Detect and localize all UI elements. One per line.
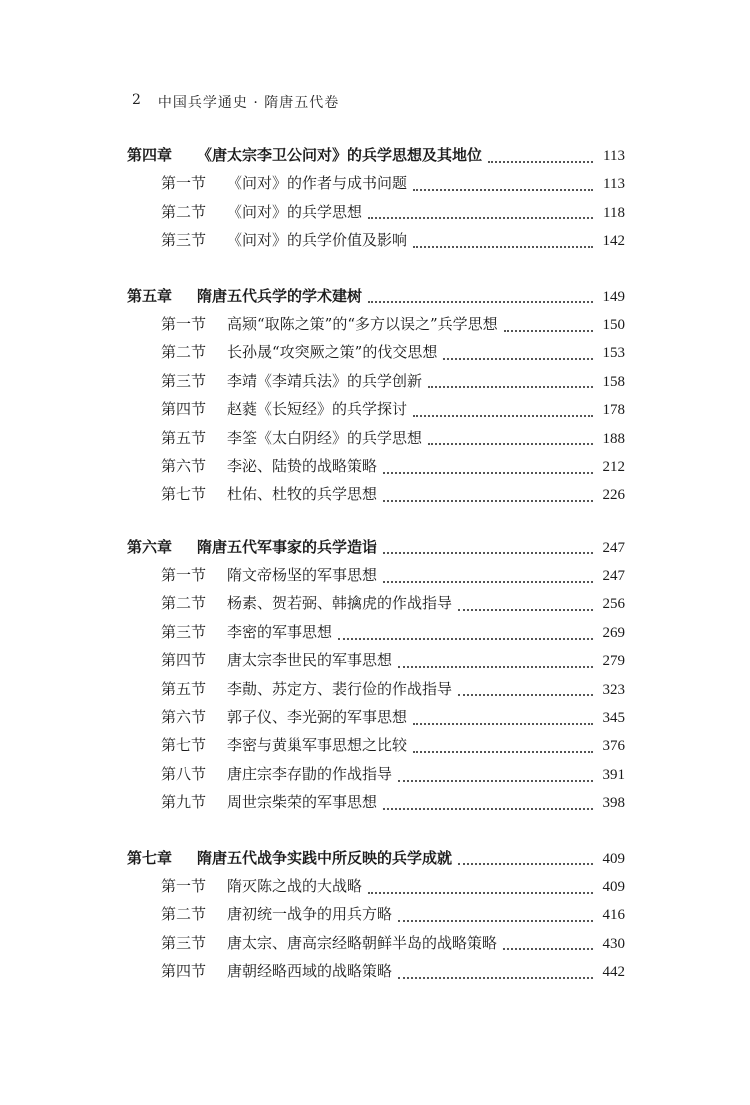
section-row[interactable] (127, 229, 625, 257)
running-head (132, 92, 339, 112)
section-row-number: 第四节 (161, 962, 207, 981)
section-row-title: 李靖《李靖兵法》的兵学创新 (227, 371, 423, 390)
section-row-number: 第五节 (161, 428, 207, 447)
section-row-title: 李泌、陆贽的战略策略 (227, 456, 378, 475)
section-row-page: 279 (602, 653, 625, 670)
section-row-page: 178 (602, 402, 625, 419)
chapter-row-page: 149 (602, 288, 625, 305)
dot-leader (504, 329, 593, 332)
section-row-number: 第六节 (161, 708, 207, 727)
section-row[interactable] (127, 201, 625, 229)
section-row[interactable] (127, 791, 625, 819)
dot-leader (428, 442, 593, 445)
dot-leader (368, 216, 593, 219)
section-row-page: 142 (602, 233, 625, 250)
dot-leader (413, 188, 593, 191)
section-row-page: 391 (602, 766, 625, 783)
section-row-title: 隋灭陈之战的大战略 (227, 876, 363, 895)
section-row-page: 226 (602, 487, 625, 504)
chapter-row-number: 第四章 (127, 146, 173, 164)
section-row-number: 第四节 (161, 400, 207, 419)
section-row-number: 第三节 (161, 371, 207, 390)
section-row[interactable] (127, 621, 625, 649)
chapter-row-page: 113 (603, 148, 625, 164)
section-row-title: 长孙晟“攻突厥之策”的伐交思想 (227, 343, 438, 362)
dot-leader (383, 807, 593, 810)
header-page-number: 2 (132, 92, 142, 108)
table-of-contents (127, 144, 625, 1016)
section-row-page: 153 (602, 345, 625, 362)
section-row[interactable] (127, 341, 625, 369)
section-row[interactable] (127, 903, 625, 931)
section-row-page: 442 (602, 964, 625, 981)
section-row-page: 345 (602, 710, 625, 727)
section-row-number: 第四节 (161, 651, 207, 670)
dot-leader (458, 693, 593, 696)
section-row[interactable] (127, 427, 625, 455)
section-row-title: 李筌《太白阴经》的兵学思想 (227, 428, 423, 447)
section-row-page: 256 (602, 596, 625, 613)
section-row-page: 416 (602, 907, 625, 924)
section-row[interactable] (127, 398, 625, 426)
dot-leader (488, 160, 593, 163)
section-row-title: 隋文帝杨坚的军事思想 (227, 566, 378, 585)
section-row[interactable] (127, 564, 625, 592)
section-row-title: 杜佑、杜牧的兵学思想 (227, 485, 378, 504)
dot-leader (413, 750, 593, 753)
dot-leader (413, 245, 593, 248)
section-row[interactable] (127, 455, 625, 483)
section-row-number: 第八节 (161, 764, 207, 783)
chapter-row-page: 409 (602, 850, 625, 867)
section-row-title: 唐朝经略西域的战略策略 (227, 962, 393, 981)
section-row-number: 第三节 (161, 622, 207, 641)
section-row-title: 唐太宗、唐高宗经略朝鲜半岛的战略策略 (227, 933, 498, 952)
section-row-number: 第七节 (161, 736, 207, 755)
section-row-page: 212 (602, 458, 625, 475)
section-row[interactable] (127, 313, 625, 341)
chapter-row-page: 247 (602, 539, 625, 556)
chapter-row[interactable] (127, 847, 625, 875)
section-row-number: 第二节 (161, 594, 207, 613)
section-row-title: 《问对》的兵学价值及影响 (227, 231, 408, 250)
section-row[interactable] (127, 172, 625, 200)
dot-leader (368, 891, 593, 894)
section-row-page: 409 (602, 878, 625, 895)
chapter-block (127, 536, 625, 820)
dot-leader (383, 499, 593, 502)
section-row-page: 430 (602, 935, 625, 952)
section-row-page: 118 (603, 204, 625, 221)
section-row-number: 第二节 (161, 905, 207, 924)
dot-leader (503, 947, 593, 950)
section-row[interactable] (127, 734, 625, 762)
section-row[interactable] (127, 649, 625, 677)
section-row-number: 第六节 (161, 456, 207, 475)
section-row-title: 《问对》的作者与成书问题 (227, 174, 408, 193)
chapter-row-title: 隋唐五代兵学的学术建树 (197, 286, 363, 305)
dot-leader (458, 608, 593, 611)
chapter-row-number: 第五章 (127, 286, 173, 305)
dot-leader (413, 414, 593, 417)
chapter-row-number: 第七章 (127, 848, 173, 867)
chapter-row-number: 第六章 (127, 537, 173, 556)
dot-leader (383, 551, 593, 554)
section-row-title: 唐太宗李世民的军事思想 (227, 651, 393, 670)
section-row-number: 第一节 (161, 314, 207, 333)
chapter-row[interactable] (127, 285, 625, 313)
dot-leader (413, 722, 593, 725)
section-row[interactable] (127, 592, 625, 620)
dot-leader (458, 862, 593, 865)
section-row-page: 188 (602, 430, 625, 447)
dot-leader (398, 976, 593, 979)
section-row-number: 第二节 (161, 343, 207, 362)
section-row-number: 第一节 (161, 876, 207, 895)
chapter-block (127, 847, 625, 989)
dot-leader (338, 637, 593, 640)
section-row[interactable] (127, 370, 625, 398)
section-row[interactable] (127, 706, 625, 734)
section-row-title: 李勣、苏定方、裴行俭的作战指导 (227, 679, 453, 698)
chapter-row[interactable] (127, 144, 625, 172)
dot-leader (428, 385, 593, 388)
section-row-page: 247 (602, 568, 625, 585)
section-row-page: 150 (602, 316, 625, 333)
dot-leader (443, 357, 593, 360)
section-row-number: 第一节 (161, 566, 207, 585)
section-row-title: 李密与黄巢军事思想之比较 (227, 736, 408, 755)
section-row-page: 113 (603, 176, 625, 193)
section-row-number: 第五节 (161, 679, 207, 698)
section-row-title: 赵蕤《长短经》的兵学探讨 (227, 400, 408, 419)
chapter-row-title: 隋唐五代军事家的兵学造诣 (197, 537, 378, 556)
section-row-page: 323 (602, 681, 625, 698)
section-row-number: 第七节 (161, 485, 207, 504)
chapter-block (127, 144, 625, 258)
section-row-title: 郭子仪、李光弼的军事思想 (227, 708, 408, 727)
section-row-page: 269 (602, 624, 625, 641)
header-book-title: 中国兵学通史 · 隋唐五代卷 (157, 95, 340, 111)
dot-leader (368, 300, 593, 303)
section-row[interactable] (127, 763, 625, 791)
chapter-block (127, 285, 625, 512)
chapter-row-title: 《唐太宗李卫公问对》的兵学思想及其地位 (197, 146, 483, 164)
section-row-number: 第一节 (161, 174, 207, 193)
dot-leader (383, 471, 593, 474)
chapter-row-title: 隋唐五代战争实践中所反映的兵学成就 (197, 848, 453, 867)
dot-leader (398, 779, 593, 782)
section-row-title: 高颎“取陈之策”的“多方以误之”兵学思想 (227, 314, 498, 333)
section-row[interactable] (127, 875, 625, 903)
section-row-number: 第三节 (161, 231, 207, 250)
section-row-title: 周世宗柴荣的军事思想 (227, 793, 378, 812)
section-row-number: 第二节 (161, 202, 207, 221)
section-row-page: 376 (602, 738, 625, 755)
section-row-title: 唐庄宗李存勖的作战指导 (227, 764, 393, 783)
section-row-title: 杨素、贺若弼、韩擒虎的作战指导 (227, 594, 453, 613)
dot-leader (398, 919, 593, 922)
section-row[interactable] (127, 960, 625, 988)
chapter-row[interactable] (127, 536, 625, 564)
section-row-page: 398 (602, 795, 625, 812)
section-row[interactable] (127, 932, 625, 960)
section-row-number: 第三节 (161, 933, 207, 952)
dot-leader (383, 580, 593, 583)
section-row-page: 158 (602, 373, 625, 390)
section-row-title: 李密的军事思想 (227, 622, 333, 641)
section-row-title: 唐初统一战争的用兵方略 (227, 905, 393, 924)
dot-leader (398, 665, 593, 668)
section-row-title: 《问对》的兵学思想 (227, 202, 363, 221)
section-row[interactable] (127, 483, 625, 511)
section-row-number: 第九节 (161, 793, 207, 812)
section-row[interactable] (127, 678, 625, 706)
